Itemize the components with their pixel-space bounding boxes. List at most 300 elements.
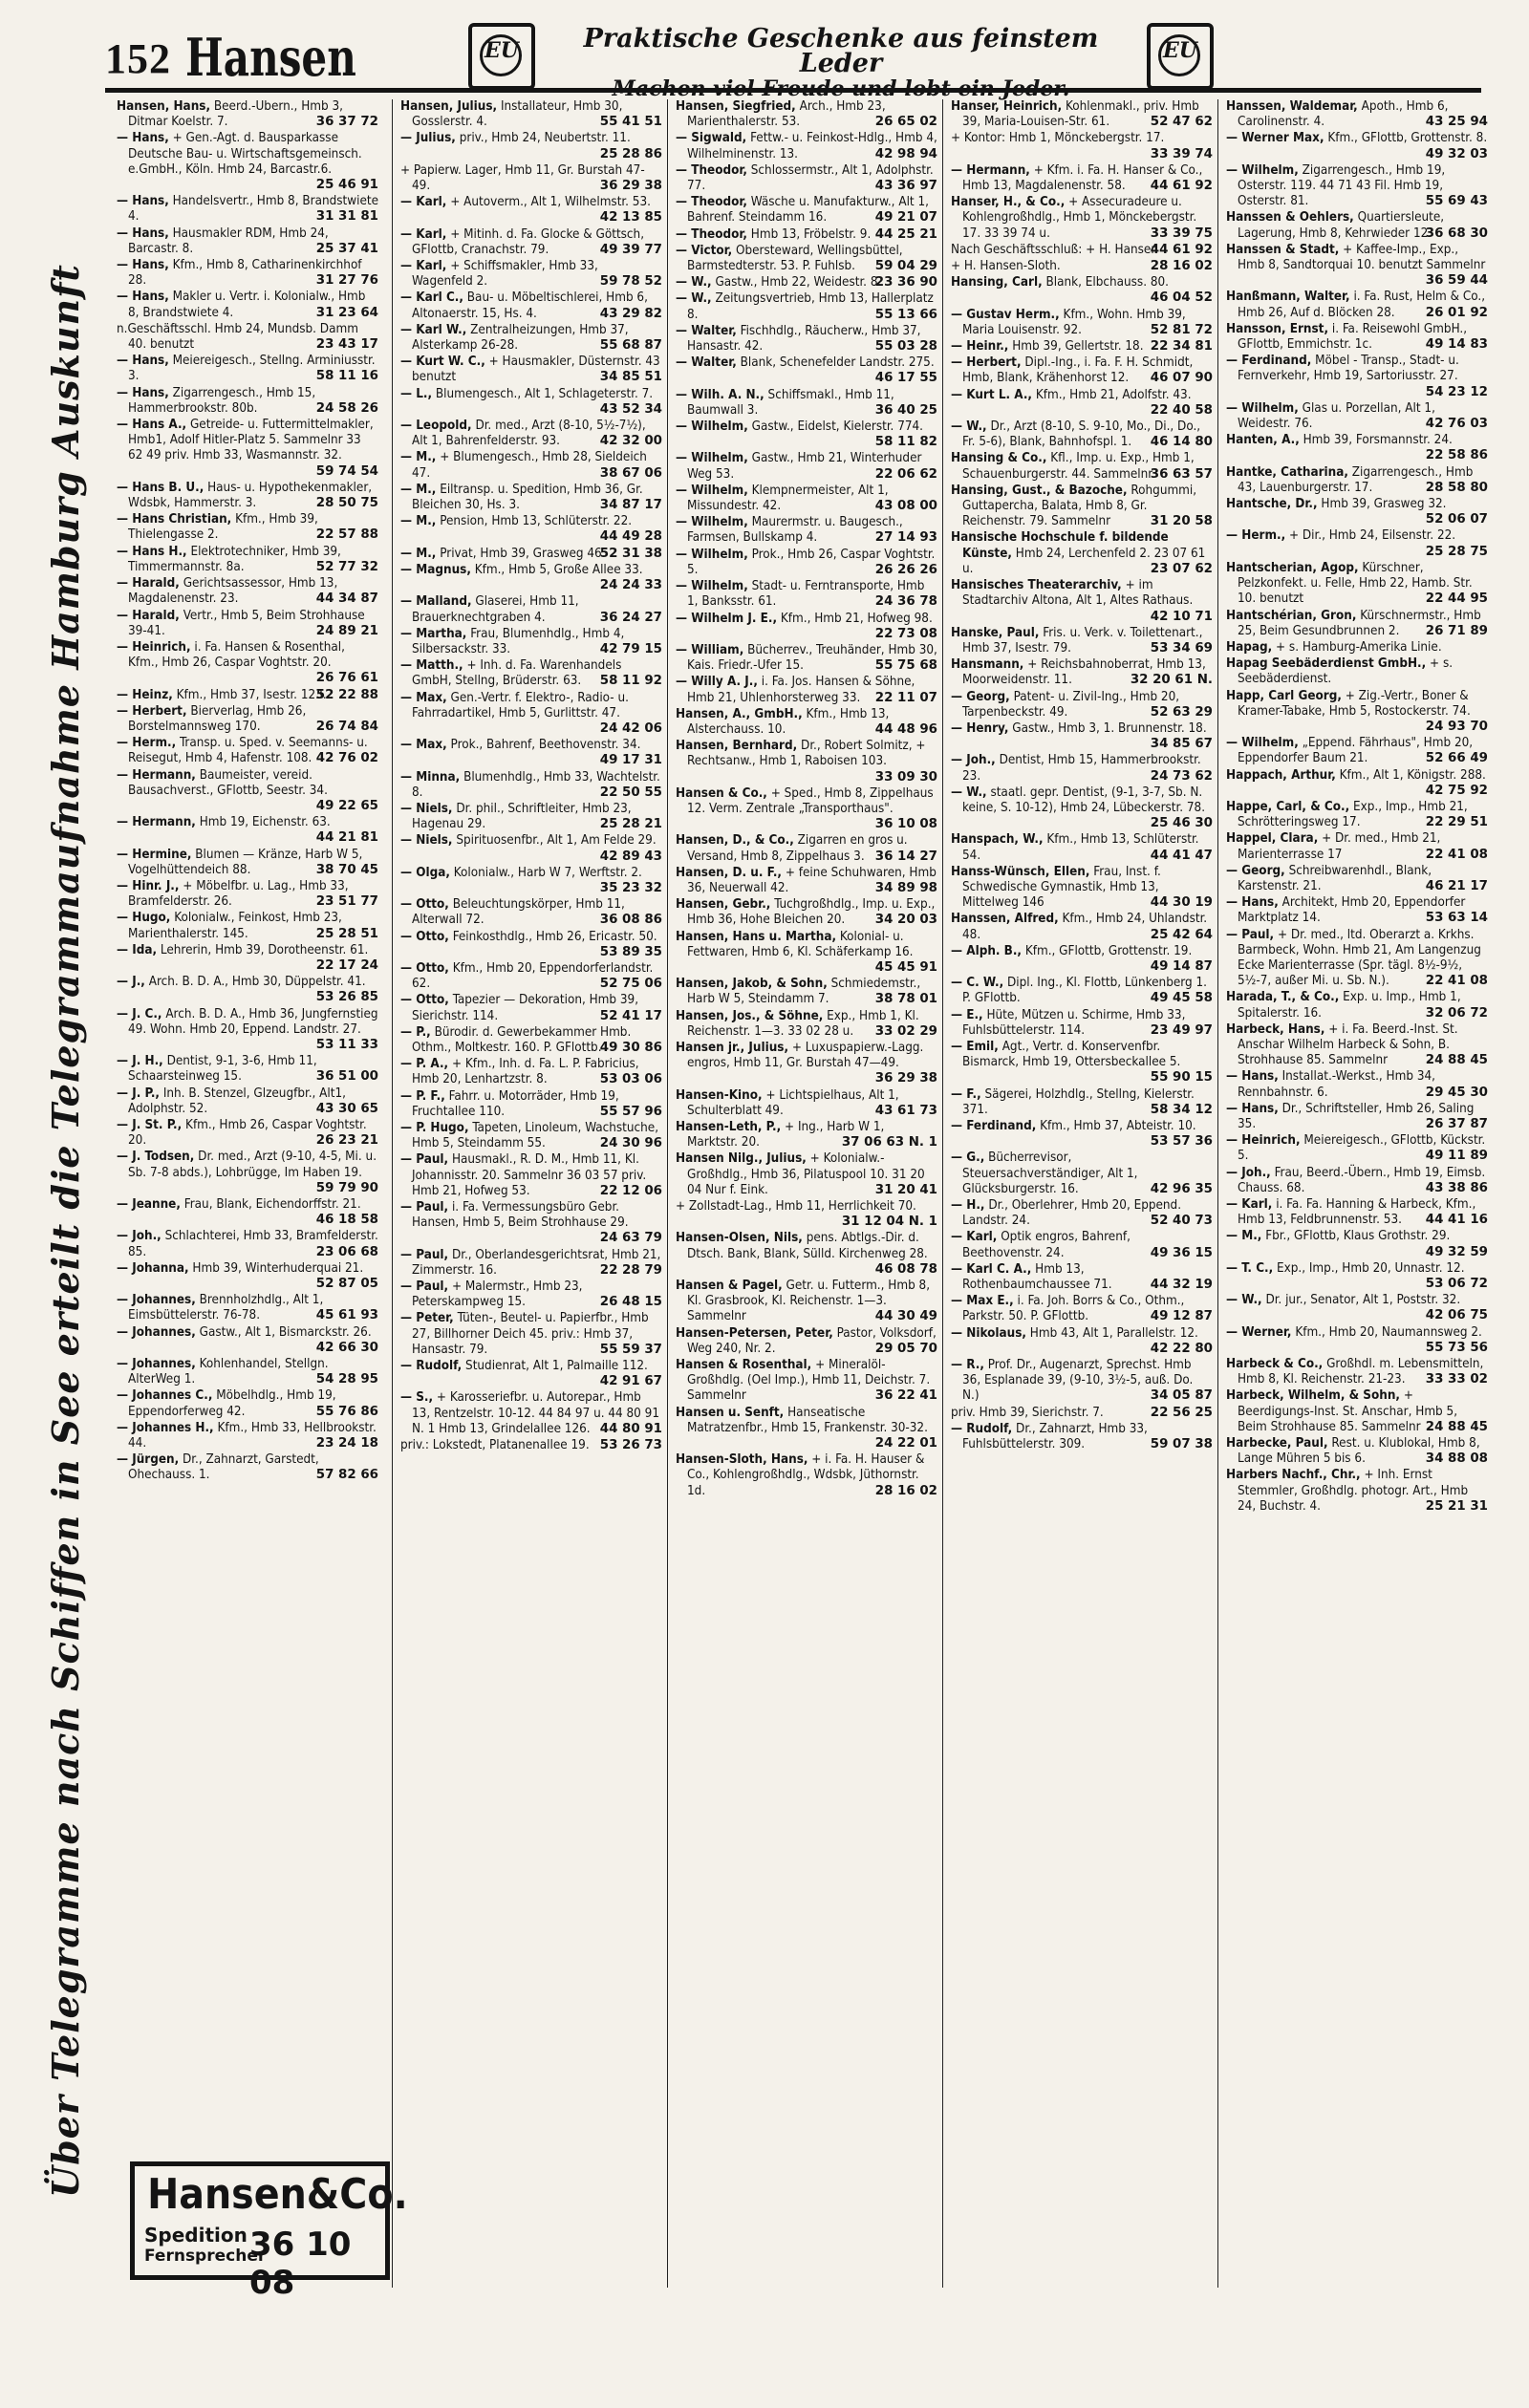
directory-entry: [676, 163, 937, 194]
directory-entry: [1226, 1325, 1488, 1356]
entry-details: Feinkosthdlg., Hmb 26, Ericastr. 50.: [452, 929, 657, 944]
entry-phone: 55 73 56: [1425, 1340, 1488, 1355]
entry-details: Schiffsmakl., Hmb 11, Baumwall 3.: [687, 387, 894, 418]
entry-details: Gen.-Vertr. f. Elektro-, Radio- u. Fahrradartikel, Hmb 5, Gurlittstr. 47.: [412, 690, 629, 720]
entry-name: Harbeck, Hans,: [1226, 1021, 1325, 1037]
entry-phone: 52 87 05: [315, 1277, 378, 1292]
directory-entry: [1226, 1388, 1488, 1435]
entry-phone: 22 41 08: [1425, 974, 1488, 989]
directory-entry: [1226, 1261, 1488, 1292]
entry-phone: 26 37 87: [1425, 1117, 1488, 1131]
entry-phone: 32 06 72: [1425, 1005, 1488, 1021]
directory-entry: [951, 1422, 1213, 1452]
entry-details: + Luxuspapierw.-Lagg. engros, Hmb 11, Gr. Burstah 47—49.: [687, 1040, 924, 1071]
entry-phone: 49 14 83: [1425, 337, 1488, 353]
directory-entry: [117, 1054, 378, 1085]
entry-name: Happel, Clara,: [1226, 831, 1319, 847]
entry-phone: 28 58 80: [1425, 480, 1488, 495]
entry-phone: 24 24 33: [599, 578, 662, 593]
entry-details: + Inh. d. Fa. Warenhandels GmbH, Stellng, Brüderstr. 63.: [412, 658, 622, 689]
entry-name: — M.,: [400, 450, 437, 465]
directory-entry: [1226, 1197, 1488, 1228]
directory-entry: [400, 563, 662, 593]
entry-name: — Ferdinand,: [1226, 354, 1312, 369]
entry-phone: 55 90 15: [1150, 1070, 1213, 1086]
entry-details: + Kaffee-Imp., Exp., Hmb 8, Sandtorquai 10. benutzt Sammelnr: [1238, 242, 1486, 273]
entry-phone: 26 76 61: [315, 671, 378, 686]
entry-phone: 43 36 97: [874, 179, 937, 194]
directory-entry: [400, 658, 662, 689]
entry-details: staatl. gepr. Dentist, (9-1, 3-7, Sb. N. keine, S. 10-12), Hmb 24, Lübeckerstr. 78.: [962, 785, 1206, 815]
entry-name: — Otto,: [400, 897, 449, 913]
entry-details: Dipl. Ing., Kl. Flottb, Lünkenberg 1. P. GFlottb.: [962, 976, 1207, 1006]
entry-details: i. Fa. Reisewohl GmbH., GFlottb, Emmichstr. 1c.: [1238, 321, 1468, 353]
entry-phone: 44 61 92: [1150, 242, 1213, 257]
entry-details: Hmb 43, Alt 1, Parallelstr. 12.: [1029, 1325, 1198, 1341]
entry-details: Bau- u. Möbeltischlerei, Hmb 6, Altonaerstr. 15, Hs. 4.: [412, 290, 648, 321]
directory-entry: [117, 418, 378, 480]
entry-name: — Georg,: [1226, 863, 1285, 878]
entry-details: Dr. phil., Schriftleiter, Hmb 23, Hagenau 29.: [412, 801, 632, 832]
directory-entry: [400, 961, 662, 992]
entry-phone: 59 74 54: [315, 463, 378, 479]
entry-name: — W.,: [676, 291, 712, 307]
entry-details: + Möbelfbr. u. Lag., Hmb 33, Bramfelderstr. 26.: [128, 878, 349, 910]
entry-name: — Karl C. A.,: [951, 1261, 1032, 1277]
entry-phone: 36 37 72: [315, 115, 378, 130]
entry-name: — Victor,: [676, 243, 733, 258]
entry-name: — Walter,: [676, 355, 737, 371]
entry-phone: 42 91 67: [599, 1374, 662, 1389]
directory-entry: [1226, 1436, 1488, 1467]
entry-name: Harbeck & Co.,: [1226, 1357, 1324, 1372]
entry-name: — P. Hugo,: [400, 1121, 469, 1135]
directory-entry: [117, 1150, 378, 1196]
entry-name: — E.,: [951, 1007, 983, 1022]
directory-column: [117, 99, 408, 2288]
entry-details: + Autoverm., Alt 1, Wilhelmstr. 53.: [450, 195, 651, 210]
entry-details: + Kfm. i. Fa. H. Hanser & Co., Hmb 13, Magdalenenstr. 58.: [962, 162, 1203, 194]
directory-entry: [1226, 800, 1488, 830]
entry-details: Arch., Hmb 23, Marienthalerstr. 53.: [687, 99, 886, 130]
entry-details: Blank, Elbchauss. 80.: [1045, 275, 1169, 290]
entry-details: Frau, Blank, Eichendorffstr. 21.: [183, 1197, 361, 1213]
entry-name: — Johannes H.,: [117, 1420, 214, 1435]
entry-phone: 22 34 81: [1150, 339, 1213, 355]
directory-entry: [1226, 1069, 1488, 1100]
advert-phone: 36 10 08: [249, 2225, 352, 2302]
entry-phone: 36 63 57: [1150, 466, 1213, 482]
entry-name: — Joh.,: [951, 753, 996, 768]
entry-name: — Karl,: [1226, 1197, 1273, 1213]
entry-phone: 22 11 07: [874, 690, 937, 705]
entry-phone: 22 58 86: [1425, 448, 1488, 463]
entry-phone: 22 29 51: [1425, 815, 1488, 830]
entry-name: — Joh.,: [1226, 1165, 1271, 1180]
entry-phone: 52 63 29: [1150, 704, 1213, 720]
directory-entry: [117, 815, 378, 846]
entry-details: Blumenhdlg., Hmb 33, Wachtelstr. 8.: [412, 769, 660, 800]
entry-name: — Malland,: [400, 594, 472, 610]
directory-entry: [676, 643, 937, 674]
directory-entry: [1226, 322, 1488, 353]
entry-details: Installateur, Hmb 30, Gosslerstr. 4.: [412, 99, 623, 130]
entry-details: Sägerei, Holzhdlg., Stellng, Kielerstr. 371.: [962, 1086, 1195, 1117]
entry-details: Kohlenmakl., priv. Hmb 39, Maria-Louisen-Str. 61.: [962, 99, 1199, 130]
entry-name: Hansen, Julius,: [400, 99, 498, 114]
entry-phone: 26 71 89: [1425, 623, 1488, 638]
entry-details: Hmb 39, Gellertstr. 18.: [1012, 339, 1144, 355]
entry-phone: 36 51 00: [315, 1069, 378, 1085]
entry-details: Hmb 19, Eichenstr. 63.: [199, 815, 331, 830]
directory-entry: [676, 612, 937, 642]
entry-details: Meiereigesch., GFlottb, Kückstr. 5.: [1238, 1133, 1486, 1164]
directory-entry: [676, 1088, 937, 1119]
entry-details: pens. Abtlgs.-Dir. d. Dtsch. Bank, Blank, Sülld. Kirchenweg 28.: [687, 1231, 928, 1261]
directory-entry: [676, 786, 937, 833]
entry-phone: 55 41 51: [599, 115, 662, 130]
entry-details: Möbelhdlg., Hmb 19, Eppendorferweg 42.: [128, 1388, 336, 1419]
entry-phone: 46 21 17: [1425, 878, 1488, 893]
directory-entry: [400, 802, 662, 832]
entry-phone: 26 48 15: [599, 1295, 662, 1310]
directory-entry: [400, 1390, 662, 1437]
directory-entry: [400, 131, 662, 161]
entry-name: — Karl,: [400, 226, 447, 242]
entry-name: — Paul,: [400, 1247, 449, 1262]
entry-details: Kfm., Hmb 26, Caspar Voghtstr. 20.: [128, 1118, 367, 1149]
entry-phone: 36 08 86: [599, 913, 662, 928]
entry-phone: 53 89 35: [599, 944, 662, 959]
directory-entry: [676, 355, 937, 386]
entry-details: Kfm., Hmb 21, Hofweg 98.: [780, 611, 933, 626]
directory-entry: [117, 322, 378, 353]
entry-name: Hapag,: [1226, 639, 1273, 655]
entry-details: Hmb 39, Forsmannstr. 24.: [1303, 433, 1453, 448]
entry-details: + Sped., Hmb 8, Zippelhaus 12. Verm. Zentrale „Transporthaus".: [687, 785, 934, 816]
directory-entry: [951, 753, 1213, 784]
entry-phone: 43 08 00: [874, 499, 937, 514]
entry-phone: 24 42 06: [599, 720, 662, 736]
entry-details: Kfm., Hmb 20, Naumannsweg 2.: [1295, 1324, 1482, 1340]
entry-phone: 34 20 03: [874, 913, 937, 928]
entry-details: Schreibwarenhdl., Blank, Karstenstr. 21.: [1238, 863, 1432, 893]
entry-name: — M.,: [1226, 1229, 1262, 1244]
directory-entry: [951, 1198, 1213, 1229]
entry-phone: 42 98 94: [874, 146, 937, 161]
slogan-line-1: Praktische Geschenke aus feinstem Leder: [583, 24, 1099, 78]
entry-details: + Papierw. Lager, Hmb 11, Gr. Burstah 47-49.: [400, 162, 645, 194]
entry-phone: 26 01 92: [1425, 305, 1488, 320]
entry-phone: 33 09 30: [874, 769, 937, 785]
entry-name: Hansen, Siegfried,: [676, 99, 796, 114]
entry-name: — Johannes,: [117, 1324, 196, 1340]
entry-phone: 43 29 82: [599, 306, 662, 321]
entry-name: — Alph. B.,: [951, 943, 1022, 958]
entry-phone: 55 75 68: [874, 658, 937, 674]
directory-entry: [400, 738, 662, 768]
directory-entry: [117, 386, 378, 417]
directory-entry: [1226, 895, 1488, 926]
directory-entry: [1226, 465, 1488, 496]
entry-name: — Karl,: [400, 195, 447, 210]
entry-name: — G.,: [951, 1150, 985, 1166]
entry-name: — Nikolaus,: [951, 1325, 1026, 1341]
entry-phone: 45 61 93: [315, 1308, 378, 1323]
entry-name: — Max E.,: [951, 1294, 1014, 1309]
entry-name: — Karl C.,: [400, 290, 463, 306]
directory-entry: [951, 275, 1213, 306]
entry-details: Optik engros, Bahrenf, Beethovenstr. 24.: [962, 1230, 1131, 1260]
directory-entry: [1226, 354, 1488, 400]
entry-name: — Max,: [400, 690, 447, 705]
entry-phone: 23 51 77: [315, 894, 378, 910]
advert-service: Spedition: [144, 2224, 248, 2247]
directory-entry: [1226, 1293, 1488, 1323]
entry-details: Hmb 39, Grasweg 32.: [1321, 497, 1447, 512]
entry-phone: 33 33 02: [1425, 1372, 1488, 1387]
directory-entry: [400, 1121, 662, 1151]
entry-phone: 59 79 90: [315, 1180, 378, 1195]
entry-name: Hansen & Rosenthal,: [676, 1358, 812, 1373]
directory-entry: [400, 99, 662, 130]
directory-entry: [117, 258, 378, 289]
entry-name: — S.,: [400, 1390, 434, 1406]
directory-entry: [1226, 433, 1488, 463]
entry-name: Happach, Arthur,: [1226, 767, 1336, 783]
entry-details: Kohlenhandel, Stellgn. AlterWeg 1.: [128, 1357, 329, 1387]
entry-name: Hansen-Leth, P.,: [676, 1120, 782, 1134]
entry-name: Hansson, Ernst,: [1226, 321, 1329, 336]
entry-phone: 31 27 76: [315, 273, 378, 289]
directory-entry: [676, 1406, 937, 1452]
entry-details: + Zollstadt-Lag., Hmb 11, Herrlichkeit 70.: [676, 1199, 916, 1215]
entry-phone: 44 41 47: [1150, 848, 1213, 863]
directory-entry: [400, 387, 662, 418]
entry-phone: 46 04 52: [1150, 290, 1213, 306]
entry-details: + Blumengesch., Hmb 28, Sieldeich 47.: [412, 450, 647, 481]
entry-name: Hansen, A., GmbH.,: [676, 706, 803, 721]
entry-name: — Hermann,: [117, 815, 196, 830]
entry-details: Privat, Hmb 39, Grasweg 46.: [440, 546, 606, 561]
entry-phone: 42 13 85: [599, 210, 662, 226]
directory-entry: [1226, 1166, 1488, 1196]
directory-entry: [400, 1152, 662, 1199]
entry-phone: 49 45 58: [1150, 991, 1213, 1006]
entry-name: — Hermine,: [117, 847, 192, 862]
entry-name: — W.,: [676, 275, 712, 290]
entry-name: — Paul,: [400, 1152, 449, 1168]
directory-entry: [676, 1120, 937, 1150]
directory-entry: [117, 290, 378, 320]
directory-entry: [117, 1086, 378, 1117]
entry-phone: 26 74 84: [315, 719, 378, 734]
directory-entry: [676, 195, 937, 226]
entry-phone: 55 76 86: [315, 1404, 378, 1419]
entry-name: — Hans,: [1226, 1101, 1279, 1116]
entry-details: Hmb 24, Lerchenfeld 2. 23 07 61 u.: [962, 546, 1206, 576]
directory-column: [392, 99, 668, 2288]
entry-details: Prok., Hmb 26, Caspar Voghtstr. 5.: [687, 547, 936, 577]
directory-entry: [117, 911, 378, 941]
directory-entry: [1226, 689, 1488, 736]
entry-phone: 42 75 92: [1425, 783, 1488, 798]
entry-details: Gastw., Alt 1, Bismarckstr. 26.: [199, 1324, 372, 1340]
entry-details: Elektrotechniker, Hmb 39, Timmermannstr. 8a.: [128, 544, 341, 574]
directory-entry: [117, 354, 378, 384]
entry-name: — Herbert,: [117, 703, 187, 719]
entry-details: Bürodir. d. Gewerbekammer Hmb. Othm., Moltkestr. 160. P. GFlottb.: [412, 1024, 632, 1055]
entry-name: Hansen-Sloth, Hans,: [676, 1452, 808, 1468]
entry-phone: 23 24 18: [315, 1436, 378, 1451]
entry-details: Gastw., Hmb 3, 1. Brunnenstr. 18.: [1012, 720, 1207, 736]
entry-details: Vertr., Hmb 5, Beim Strohhause 39-41.: [128, 608, 365, 638]
entry-phone: 49 21 07: [874, 210, 937, 226]
entry-phone: 58 11 82: [874, 435, 937, 450]
entry-name: — Hermann,: [951, 162, 1030, 178]
directory-entry: [676, 1231, 937, 1278]
entry-name: Hansen, Hans u. Martha,: [676, 929, 837, 944]
entry-name: — Kurt W. C.,: [400, 355, 485, 370]
entry-phone: 45 45 91: [874, 959, 937, 975]
entry-phone: 23 06 68: [315, 1244, 378, 1259]
entry-phone: 36 14 27: [874, 849, 937, 864]
entry-name: — Martha,: [400, 626, 467, 641]
entry-name: — Herm.,: [1226, 528, 1286, 544]
directory-entry: [676, 897, 937, 928]
entry-name: — Rudolf,: [951, 1421, 1013, 1436]
entry-phone: 24 58 26: [315, 400, 378, 416]
directory-entry: [117, 609, 378, 639]
entry-name: — Minna,: [400, 769, 461, 785]
entry-details: Exp., Imp., Hmb 20, Unnastr. 12.: [1277, 1260, 1465, 1276]
directory-entry: [117, 975, 378, 1005]
entry-details: Glaserei, Hmb 11, Brauerknechtgraben 4.: [412, 594, 579, 625]
entry-phone: 34 89 98: [874, 880, 937, 895]
entry-details: Studienrat, Alt 1, Palmaille 112.: [465, 1359, 648, 1374]
entry-phone: 52 77 32: [315, 559, 378, 574]
directory-entry: [1226, 864, 1488, 894]
entry-details: Tuchgroßhdlg., Imp. u. Exp., Hmb 36, Hohe Bleichen 20.: [687, 897, 936, 928]
directory-entry: [951, 832, 1213, 863]
directory-entry: [951, 339, 1213, 355]
entry-phone: 22 17 24: [315, 957, 378, 973]
entry-details: priv.: Lokstedt, Platanenallee 19.: [400, 1438, 590, 1453]
entry-details: Kfm., GFlottb, Grottenstr. 19.: [1024, 943, 1193, 958]
entry-details: i. Fa. Rust, Helm & Co., Hmb 26, Auf d. Blöcken 28.: [1238, 290, 1486, 320]
entry-details: + Mineralöl-Großhdlg. (Oel Imp.), Hmb 11, Deichstr. 7. Sammelnr: [687, 1358, 931, 1404]
directory-entry: [951, 259, 1213, 274]
entry-name: — Herm.,: [117, 736, 177, 751]
entry-phone: 44 41 16: [1425, 1213, 1488, 1228]
directory-entry: [1226, 768, 1488, 799]
directory-columns: [117, 99, 1493, 2288]
entry-name: Hapag Seebäderdienst GmbH.,: [1226, 656, 1427, 672]
directory-entry: [1226, 528, 1488, 559]
directory-entry: [1226, 609, 1488, 639]
entry-details: + Hausmakler, Düsternstr. 43 benutzt: [412, 355, 660, 385]
entry-details: Prok., Bahrenf, Beethovenstr. 34.: [450, 738, 641, 753]
entry-details: Baumeister, vereid. Bausachverst., GFlottb, Seestr. 34.: [128, 767, 328, 798]
entry-details: + H. Hansen-Sloth.: [951, 259, 1061, 274]
directory-entry: [676, 1279, 937, 1325]
entry-phone: 33 39 74: [1150, 146, 1213, 161]
directory-entry: [400, 323, 662, 354]
entry-name: — Hans,: [117, 354, 169, 369]
entry-details: + Dr. med., Hmb 21, Marienterrasse 17: [1238, 831, 1441, 862]
directory-entry: [676, 419, 937, 450]
entry-phone: 24 93 70: [1425, 719, 1488, 734]
entry-details: + Ing., Harb W 1, Marktstr. 20.: [687, 1120, 885, 1150]
entry-phone: 59 07 38: [1150, 1437, 1213, 1452]
entry-phone: 44 34 87: [315, 591, 378, 607]
entry-name: — Wilhelm,: [676, 515, 748, 530]
entry-phone: 31 20 58: [1150, 514, 1213, 529]
directory-column: [942, 99, 1218, 2288]
entry-name: Hanssen & Stadt,: [1226, 242, 1340, 257]
directory-entry: [676, 1326, 937, 1357]
directory-entry: [676, 388, 937, 419]
entry-phone: 24 88 45: [1425, 1053, 1488, 1068]
directory-entry: [117, 576, 378, 607]
directory-entry: [951, 578, 1213, 625]
entry-details: Gastw., Eidelst, Kielerstr. 774.: [751, 419, 924, 435]
entry-name: — W.,: [1226, 1293, 1262, 1308]
entry-name: — Otto,: [400, 929, 449, 944]
directory-entry: [117, 1325, 378, 1356]
entry-phone: 49 39 77: [599, 242, 662, 257]
directory-entry: [951, 1087, 1213, 1118]
directory-entry: [117, 1261, 378, 1292]
directory-entry: [117, 131, 378, 193]
entry-phone: 49 32 03: [1425, 146, 1488, 161]
directory-entry: [117, 1118, 378, 1149]
entry-phone: 38 78 01: [874, 992, 937, 1007]
directory-entry: [951, 1008, 1213, 1039]
entry-name: — Harald,: [117, 576, 180, 591]
entry-details: Kolonialw., Feinkost, Hmb 23, Marienthalerstr. 145.: [128, 911, 342, 941]
entry-phone: 31 31 81: [315, 209, 378, 225]
entry-name: Hansen u. Senft,: [676, 1405, 785, 1420]
entry-details: Nach Geschäftsschluß: + H. Hanser: [951, 242, 1156, 257]
directory-entry: [951, 163, 1213, 194]
entry-name: — Werner,: [1226, 1324, 1292, 1340]
entry-name: — M.,: [400, 546, 437, 561]
entry-phone: 22 41 08: [1425, 847, 1488, 862]
directory-entry: [951, 1150, 1213, 1197]
entry-phone: 25 28 51: [315, 926, 378, 941]
directory-entry: [676, 675, 937, 705]
entry-phone: 46 17 55: [874, 371, 937, 386]
entry-phone: 49 11 89: [1425, 1149, 1488, 1164]
directory-entry: [951, 721, 1213, 752]
entry-phone: 42 76 02: [315, 751, 378, 766]
entry-details: Kfm., Wohn. Hmb 39, Maria Louisenstr. 92.: [962, 307, 1186, 337]
directory-entry: [117, 640, 378, 687]
page-number: 152: [105, 35, 171, 82]
entry-name: — J. C.,: [117, 1006, 162, 1021]
entry-phone: 55 57 96: [599, 1104, 662, 1119]
entry-name: Hansen, Jos., & Söhne,: [676, 1008, 824, 1023]
entry-phone: 24 36 78: [874, 594, 937, 610]
entry-details: Dr., Oberlandesgerichtsrat, Hmb 21, Zimmerstr. 16.: [412, 1247, 661, 1278]
entry-name: — T. C.,: [1226, 1260, 1274, 1276]
entry-phone: 49 14 87: [1150, 958, 1213, 974]
entry-phone: 34 87 17: [599, 498, 662, 513]
entry-phone: 49 22 65: [315, 798, 378, 813]
entry-details: + Karosseriefbr. u. Autorepar., Hmb 13, Rentzelstr. 10-12. 44 84 97 u. 44 80 91 N. 1 Hmb 13, Grindelallee 126.: [412, 1390, 659, 1436]
entry-name: Happe, Carl, & Co.,: [1226, 799, 1350, 814]
